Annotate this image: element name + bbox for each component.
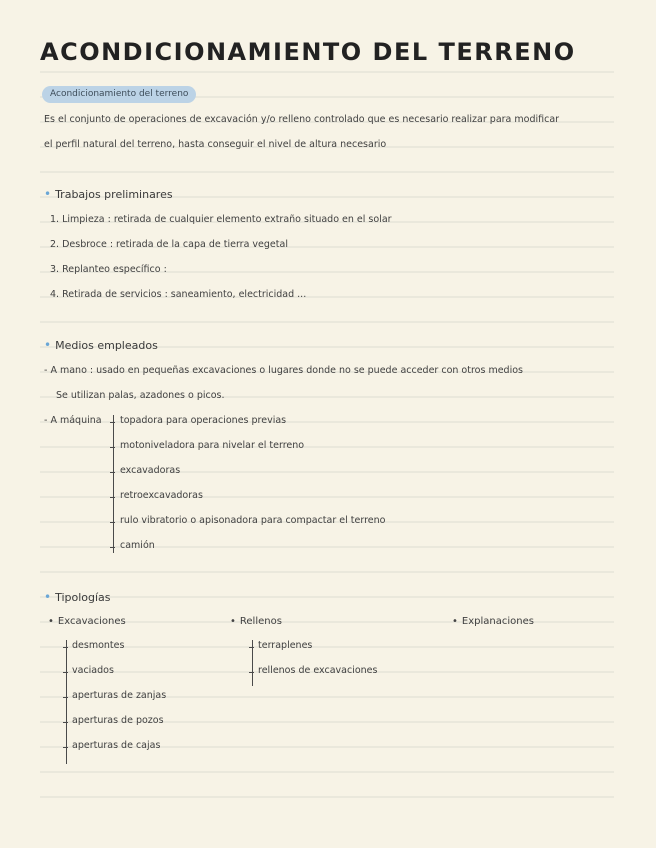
maquina-item: retroexcavadoras (120, 490, 203, 501)
maquina-item: rulo vibratorio o apisonadora para compactar el terreno (120, 515, 386, 526)
bullet-icon: • (44, 187, 52, 201)
bracket-tick (63, 647, 68, 648)
excavacion-item: vaciados (72, 665, 114, 676)
mano-line-1: - A mano : usado en pequeñas excavaciones o lugares donde no se puede acceder con otros medios (44, 365, 523, 376)
bullet-icon: • (44, 590, 52, 604)
bracket-tick (249, 647, 254, 648)
maquina-item: motoniveladora para nivelar el terreno (120, 440, 305, 451)
maquina-label: - A máquina (44, 415, 102, 426)
bracket-line (66, 640, 67, 764)
maquina-item: excavadoras (120, 465, 181, 476)
tipologia-rellenos (230, 616, 282, 627)
heading-label: Trabajos preliminares (55, 188, 173, 201)
tipologia-excavaciones (48, 616, 126, 627)
section-heading-tipologias (44, 590, 111, 604)
excavacion-item: aperturas de pozos (72, 715, 164, 726)
relleno-item: terraplenes (258, 640, 313, 651)
bullet-icon: • (230, 616, 236, 627)
bracket-tick (110, 522, 115, 523)
page-title: ACONDICIONAMIENTO DEL TERRENO (40, 38, 576, 66)
list-item: 4. Retirada de servicios : saneamiento, electricidad ... (50, 289, 307, 300)
section-heading-medios (44, 338, 158, 352)
maquina-item: topadora para operaciones previas (120, 415, 287, 426)
bracket-tick (110, 422, 115, 423)
bracket-tick (110, 472, 115, 473)
bullet-icon: • (452, 616, 458, 627)
list-item: 3. Replanteo específico : (50, 264, 167, 275)
tipologia-explanaciones (452, 616, 534, 627)
heading-label: Tipologías (55, 591, 111, 604)
definition-line-1: Es el conjunto de operaciones de excavación y/o relleno controlado que es necesario realizar para modificar (44, 114, 560, 125)
bracket-tick (110, 497, 115, 498)
maquina-item: camión (120, 540, 155, 551)
bracket-tick (249, 672, 254, 673)
topic-tag: Acondicionamiento del terreno (42, 86, 196, 103)
relleno-item: rellenos de excavaciones (258, 665, 378, 676)
excavacion-item: aperturas de zanjas (72, 690, 167, 701)
mano-line-2: Se utilizan palas, azadones o picos. (56, 390, 225, 401)
bullet-icon: • (48, 616, 54, 627)
excavacion-item: aperturas de cajas (72, 740, 161, 751)
section-heading-trabajos (44, 187, 173, 201)
bracket-tick (63, 672, 68, 673)
heading-label: Medios empleados (55, 339, 158, 352)
bracket-tick (63, 697, 68, 698)
list-item: 1. Limpieza : retirada de cualquier elemento extraño situado en el solar (50, 214, 392, 225)
tipologia-label: Rellenos (239, 616, 282, 627)
tipologia-label: Explanaciones (461, 616, 534, 627)
bracket-line (113, 415, 114, 553)
bracket-tick (63, 722, 68, 723)
bracket-tick (110, 547, 115, 548)
excavacion-item: desmontes (72, 640, 125, 651)
bullet-icon: • (44, 338, 52, 352)
tipologia-label: Excavaciones (57, 616, 126, 627)
bracket-tick (63, 747, 68, 748)
bracket-tick (110, 447, 115, 448)
definition-line-2: el perfil natural del terreno, hasta conseguir el nivel de altura necesario (44, 139, 387, 150)
list-item: 2. Desbroce : retirada de la capa de tierra vegetal (50, 239, 288, 250)
